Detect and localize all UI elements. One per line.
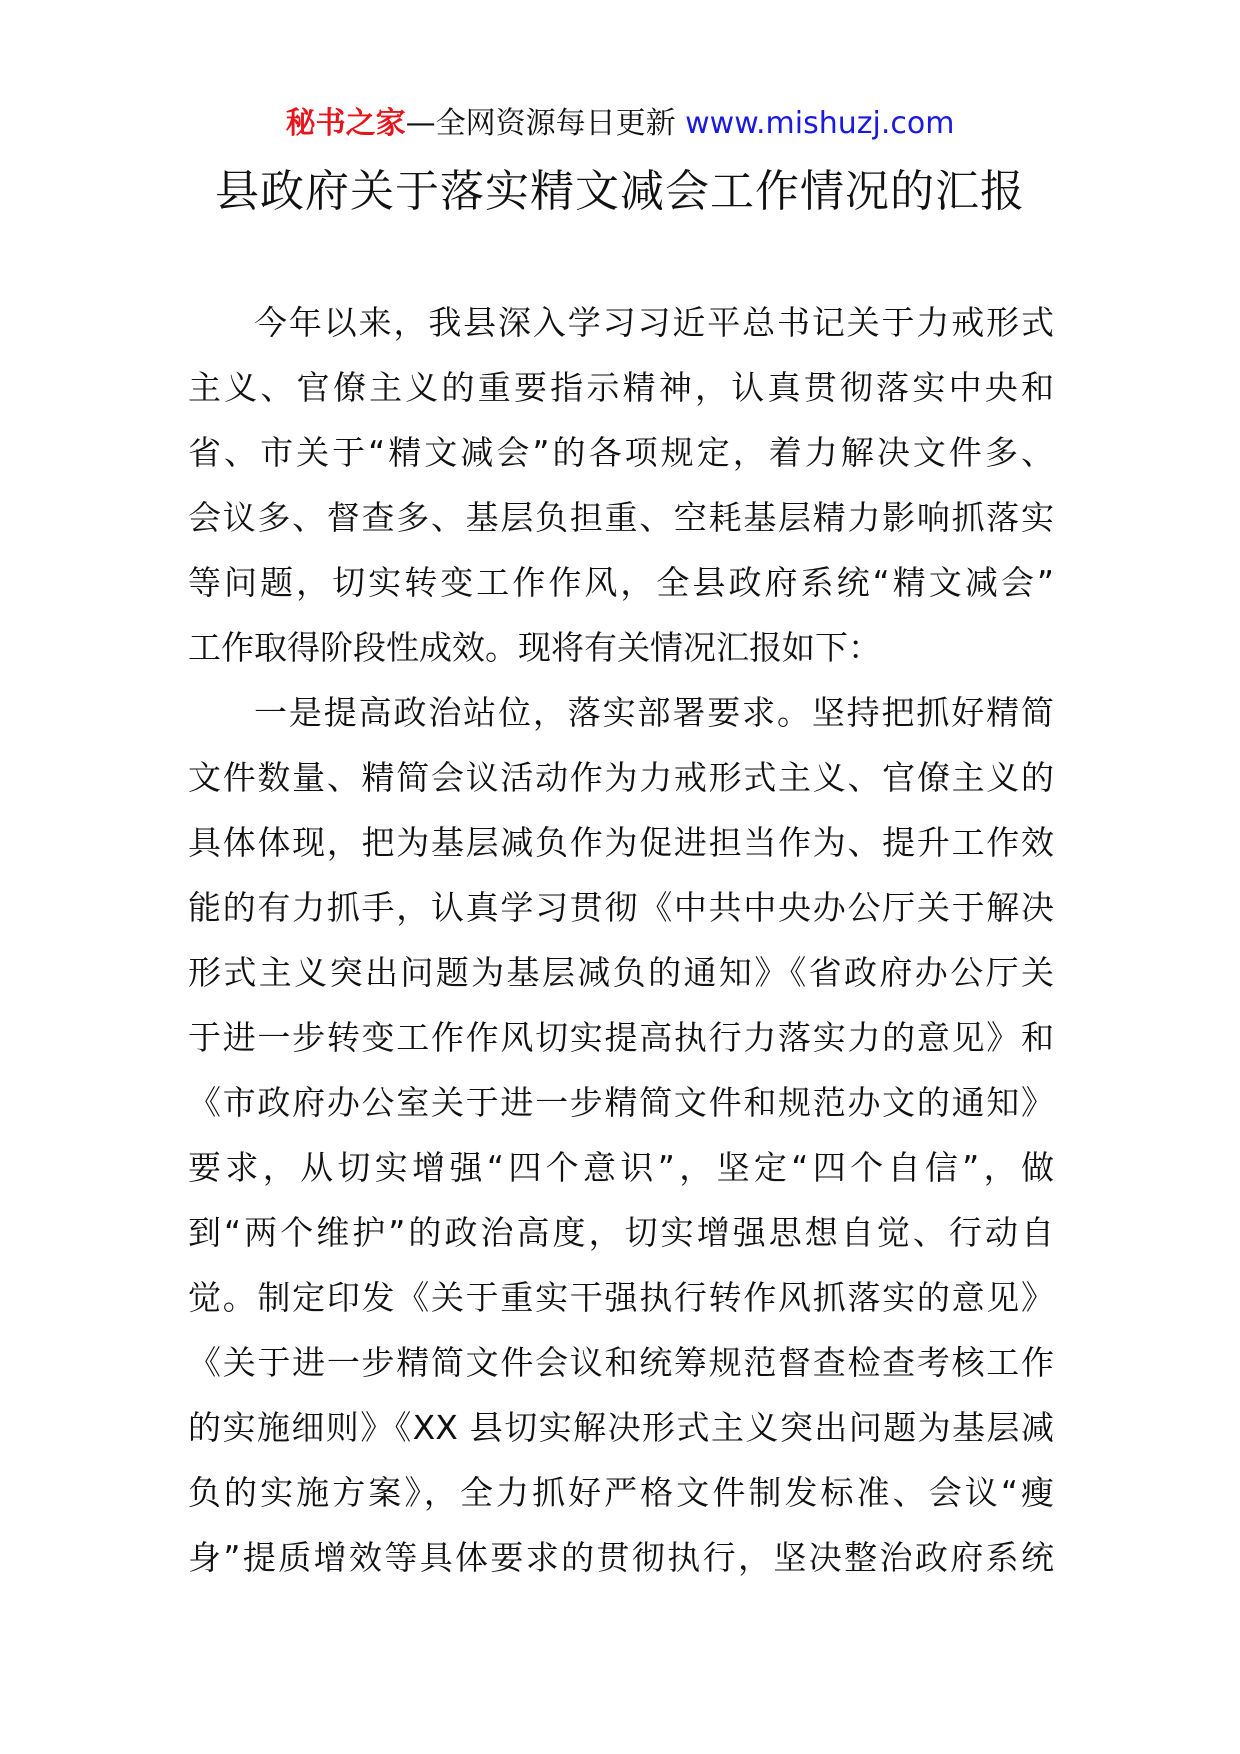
paragraph-line: 主义、官僚主义的重要指示精神，认真贯彻落实中央和 (188, 368, 1054, 407)
paragraph-line: 能的有力抓手，认真学习贯彻《中共中央办公厅关于解决 (188, 888, 1054, 927)
paragraph-line: 于进一步转变工作作风切实提高执行力落实力的意见》和 (188, 1018, 1054, 1057)
paragraph-line: 等问题，切实转变工作作风，全县政府系统“精文减会” (188, 563, 1054, 602)
paragraph-line: 工作取得阶段性成效。现将有关情况汇报如下： (188, 628, 881, 667)
paragraph-line: 省、市关于“精文减会”的各项规定，着力解决文件多、 (188, 433, 1054, 472)
paragraph-line: 会议多、督查多、基层负担重、空耗基层精力影响抓落实 (188, 498, 1054, 537)
brand-name: 秘书之家 (285, 106, 406, 141)
paragraph-line: 到“两个维护”的政治高度，切实增强思想自觉、行动自 (188, 1213, 1054, 1252)
paragraph-line: 的实施细则》《XX 县切实解决形式主义突出问题为基层减 (188, 1408, 1054, 1447)
paragraph-line: 负的实施方案》，全力抓好严格文件制发标准、会议“瘦 (188, 1473, 1054, 1512)
paragraph-line: 《市政府办公室关于进一步精简文件和规范办文的通知》 (188, 1083, 1054, 1122)
site-header (0, 104, 1240, 144)
site-url-link[interactable]: www.mishuzj.com (685, 106, 955, 141)
paragraph-line: 具体体现，把为基层减负作为促进担当作为、提升工作效 (188, 823, 1054, 862)
header-tagline: —全网资源每日更新 (405, 106, 686, 141)
paragraph-line: 文件数量、精简会议活动作为力戒形式主义、官僚主义的 (188, 758, 1054, 797)
paragraph-line: 觉。制定印发《关于重实干强执行转作风抓落实的意见》 (188, 1278, 1054, 1317)
document-body (188, 290, 1054, 1590)
paragraph-line: 一是提高政治站位，落实部署要求。坚持把抓好精简 (254, 693, 1054, 732)
paragraph-line: 身”提质增效等具体要求的贯彻执行，坚决整治政府系统 (188, 1538, 1054, 1577)
document-title: 县政府关于落实精文减会工作情况的汇报 (215, 166, 1025, 217)
paragraph-line: 今年以来，我县深入学习习近平总书记关于力戒形式 (254, 303, 1054, 342)
paragraph-line: 形式主义突出问题为基层减负的通知》《省政府办公厅关 (188, 953, 1054, 992)
paragraph-line: 要求，从切实增强“四个意识”，坚定“四个自信”，做 (188, 1148, 1054, 1187)
paragraph-line: 《关于进一步精简文件会议和统筹规范督查检查考核工作 (188, 1343, 1054, 1382)
